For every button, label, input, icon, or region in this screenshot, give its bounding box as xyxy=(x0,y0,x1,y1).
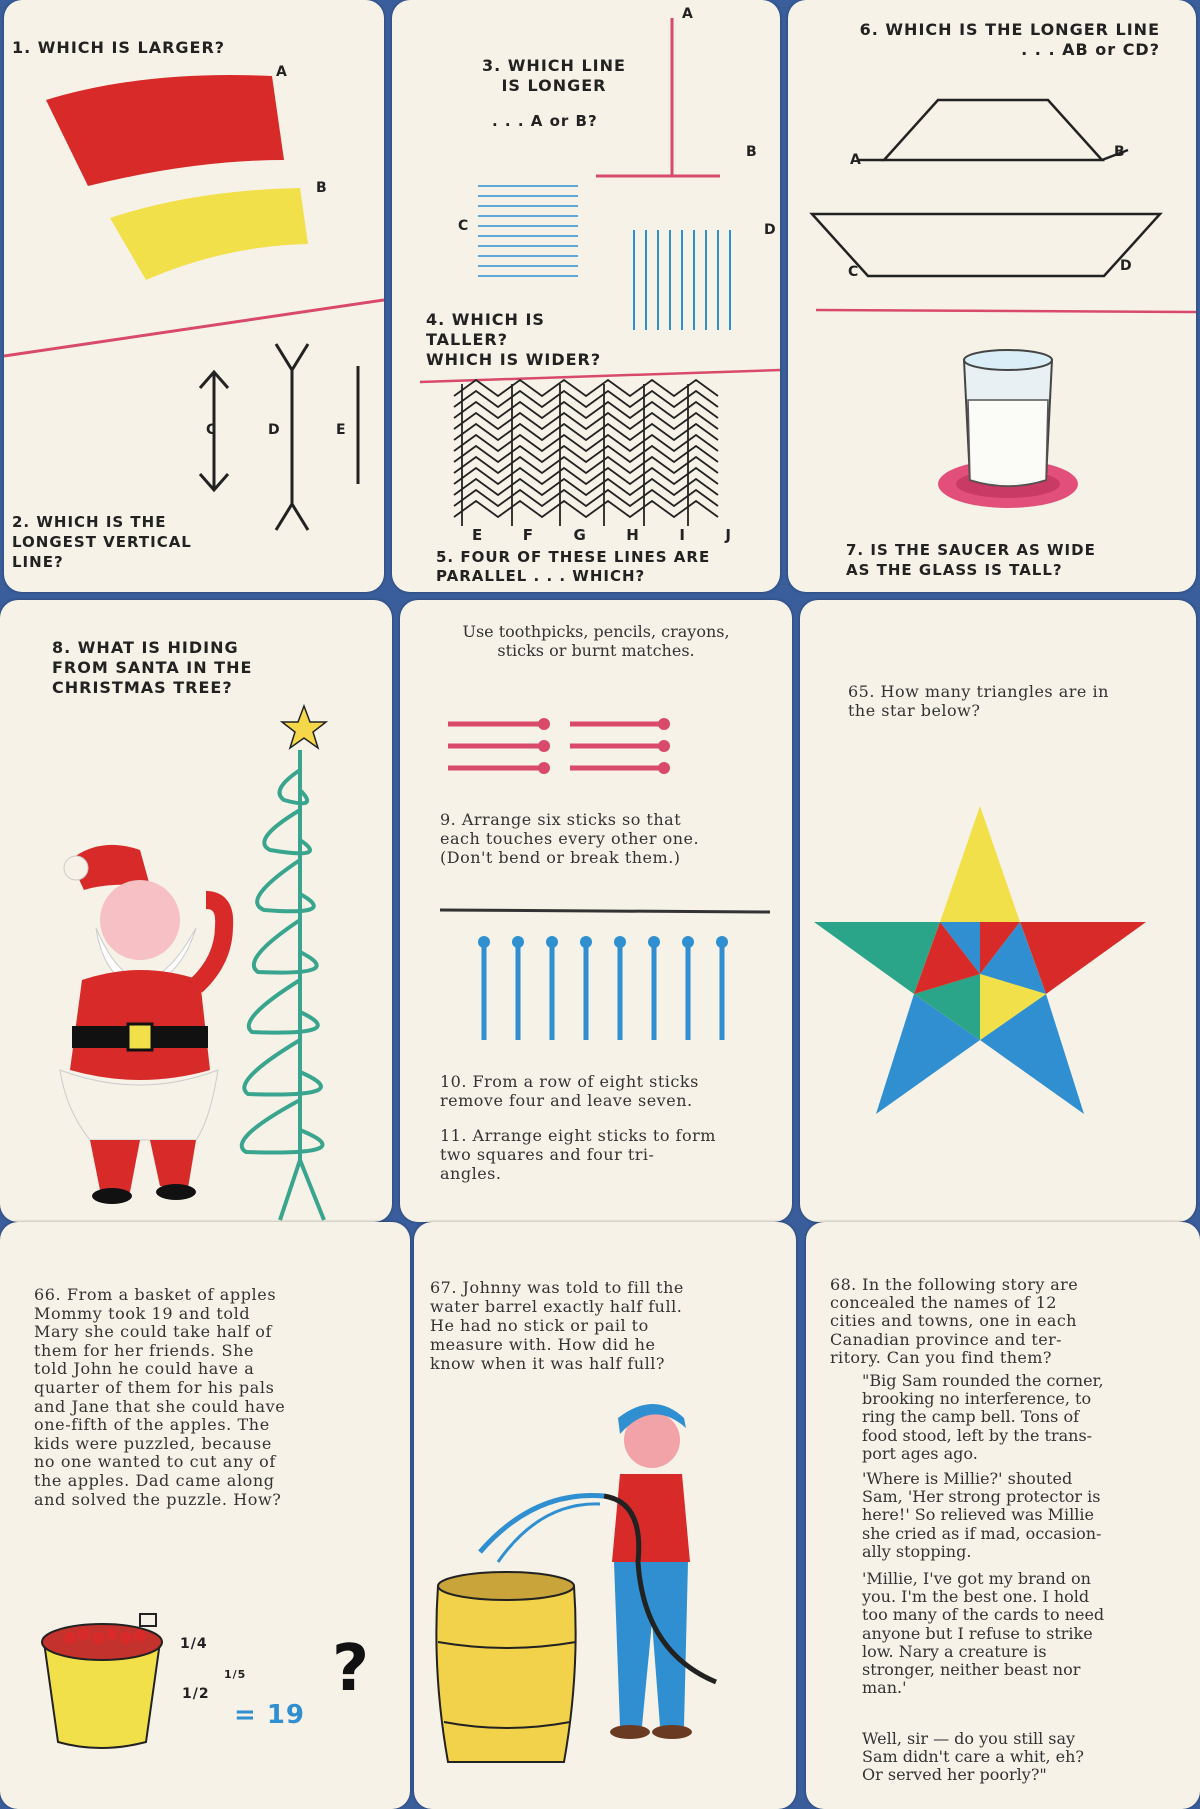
question-68: 68. In the following story are concealed the names of 12 cities and towns, one in each Canadian province and ter- ritory. Can you find them? xyxy=(830,1275,1079,1367)
reindeer-tree xyxy=(242,750,324,1220)
zigzag-parallel-lines xyxy=(454,380,718,526)
star-icon xyxy=(282,706,326,748)
letter-e: E xyxy=(472,526,484,544)
card-1 xyxy=(4,0,384,592)
label-a: A xyxy=(682,6,694,22)
divider-line xyxy=(4,300,384,356)
label-d: D xyxy=(764,222,777,238)
barrel xyxy=(436,1586,575,1762)
card-5 xyxy=(400,600,792,1222)
label-a: A xyxy=(850,152,862,168)
card-2 xyxy=(392,0,780,592)
illusion-figures-1 xyxy=(4,0,384,592)
question-6: 6. WHICH IS THE LONGER LINE . . . AB or CD? xyxy=(859,20,1160,59)
label-b: B xyxy=(1114,144,1126,160)
story-paragraph-3: 'Millie, I've got my brand on you. I'm the best one. I hold too many of the cards to need anyone but I refuse to strike low. Nary a creature is stronger, neither beast nor man.' xyxy=(862,1569,1105,1698)
label-c: C xyxy=(848,264,860,280)
question-4: 4. WHICH IS TALLER? WHICH IS WIDER? xyxy=(426,310,602,369)
blue-stick-head xyxy=(716,936,728,948)
label-e: E xyxy=(336,422,347,438)
question-10: 10. From a row of eight sticks remove four and leave seven. xyxy=(440,1072,699,1110)
vertical-stripes-d xyxy=(634,230,730,330)
label-c: C xyxy=(206,422,218,438)
santa-and-tree-illustration xyxy=(0,600,392,1222)
card-8 xyxy=(414,1222,796,1809)
red-stick-head xyxy=(658,762,670,774)
letter-j: J xyxy=(725,526,732,544)
multicolor-star xyxy=(814,806,1146,1114)
story-paragraph-1: "Big Sam rounded the corner, brooking no interference, to ring the camp bell. Tons of food stood, left by the trans- port ages ago. xyxy=(862,1371,1104,1463)
horizontal-stripes-c xyxy=(478,186,578,276)
parallelogram-illusion xyxy=(788,0,1196,592)
blue-sticks xyxy=(478,936,728,1040)
card-7 xyxy=(0,1222,410,1809)
blue-stick-head xyxy=(512,936,524,948)
divider-line xyxy=(420,370,780,382)
question-66: 66. From a basket of apples Mommy took 19 and told Mary she could take half of them for her friends. She told John he could have a quarter of them for his pals and Jane that she could have one-fifth of the apples. The kids were puzzled, because no one wanted to cut any of the apples. Dad came along and solved the puzzle. How? xyxy=(34,1285,286,1509)
label-d: D xyxy=(268,422,281,438)
santa xyxy=(60,845,224,1204)
question-9: 9. Arrange six sticks so that each touches every other one. (Don't bend or break them.) xyxy=(440,810,700,867)
question-3-options: . . . A or B? xyxy=(492,112,598,130)
question-8: 8. WHAT IS HIDING FROM SANTA IN THE CHRISTMAS TREE? xyxy=(52,638,253,697)
blue-stick-head xyxy=(580,936,592,948)
card-4 xyxy=(0,600,392,1222)
yellow-arc-shape xyxy=(110,188,308,280)
parallel-line-letters xyxy=(472,526,732,544)
boy-shirt xyxy=(612,1474,690,1562)
boy-filling-barrel xyxy=(414,1222,796,1809)
card-3 xyxy=(788,0,1196,592)
boy-pants xyxy=(614,1562,688,1726)
letter-f: F xyxy=(522,526,534,544)
fraction-half: 1/2 xyxy=(182,1686,210,1702)
question-mark: ? xyxy=(332,1632,371,1706)
red-arc-shape xyxy=(46,75,284,186)
red-stick-head xyxy=(538,718,550,730)
divider-line xyxy=(816,310,1196,312)
red-stick-head xyxy=(538,762,550,774)
question-1: 1. WHICH IS LARGER? xyxy=(12,38,226,57)
divider-line xyxy=(440,910,770,912)
question-67: 67. Johnny was told to fill the water barrel exactly half full. He had no stick or pail to measure with. How did he know when it was half full? xyxy=(430,1278,684,1373)
intro-text: Use toothpicks, pencils, crayons, sticks or burnt matches. xyxy=(462,622,730,660)
question-5: 5. FOUR OF THESE LINES ARE PARALLEL . . . WHICH? xyxy=(436,548,711,585)
red-stick-head xyxy=(658,740,670,752)
question-2: 2. WHICH IS THE LONGEST VERTICAL LINE? xyxy=(12,513,192,571)
blue-stick-head xyxy=(478,936,490,948)
card-9 xyxy=(806,1222,1200,1809)
equals-nineteen: = 19 xyxy=(234,1700,306,1730)
red-stick-head xyxy=(538,740,550,752)
line-illusions-2 xyxy=(392,0,780,592)
blue-stick-head xyxy=(546,936,558,948)
story-paragraph-4: Well, sir — do you still say Sam didn't care a whit, eh? Or served her poorly?" xyxy=(862,1729,1084,1785)
zigzag-line xyxy=(454,380,718,396)
label-c: C xyxy=(458,218,470,234)
blue-stick-head xyxy=(648,936,660,948)
letter-i: I xyxy=(679,526,686,544)
story-paragraph-2: 'Where is Millie?' shouted Sam, 'Her strong protector is here!' So relieved was Millie she cried as if mad, occasion- ally stopping. xyxy=(862,1469,1102,1561)
blue-stick-head xyxy=(614,936,626,948)
question-11: 11. Arrange eight sticks to form two squares and four tri- angles. xyxy=(440,1126,716,1183)
label-b: B xyxy=(316,180,328,196)
apple-basket xyxy=(0,1222,410,1809)
star-figure xyxy=(800,600,1196,1222)
lower-trapezoid xyxy=(812,214,1160,276)
blue-stick-head xyxy=(682,936,694,948)
card-6 xyxy=(800,600,1196,1222)
label-d: D xyxy=(1120,258,1133,274)
upper-trapezoid xyxy=(884,100,1102,160)
label-a: A xyxy=(276,64,288,80)
red-sticks xyxy=(448,718,670,774)
fraction-fifth: 1/5 xyxy=(224,1668,247,1681)
letter-h: H xyxy=(626,526,640,544)
label-b: B xyxy=(746,144,758,160)
letter-g: G xyxy=(573,526,587,544)
question-3: 3. WHICH LINE IS LONGER xyxy=(482,56,626,95)
question-7: 7. IS THE SAUCER AS WIDE AS THE GLASS IS TALL? xyxy=(846,541,1096,579)
question-65: 65. How many triangles are in the star below? xyxy=(848,682,1109,720)
fraction-quarter: 1/4 xyxy=(180,1636,208,1652)
red-stick-head xyxy=(658,718,670,730)
